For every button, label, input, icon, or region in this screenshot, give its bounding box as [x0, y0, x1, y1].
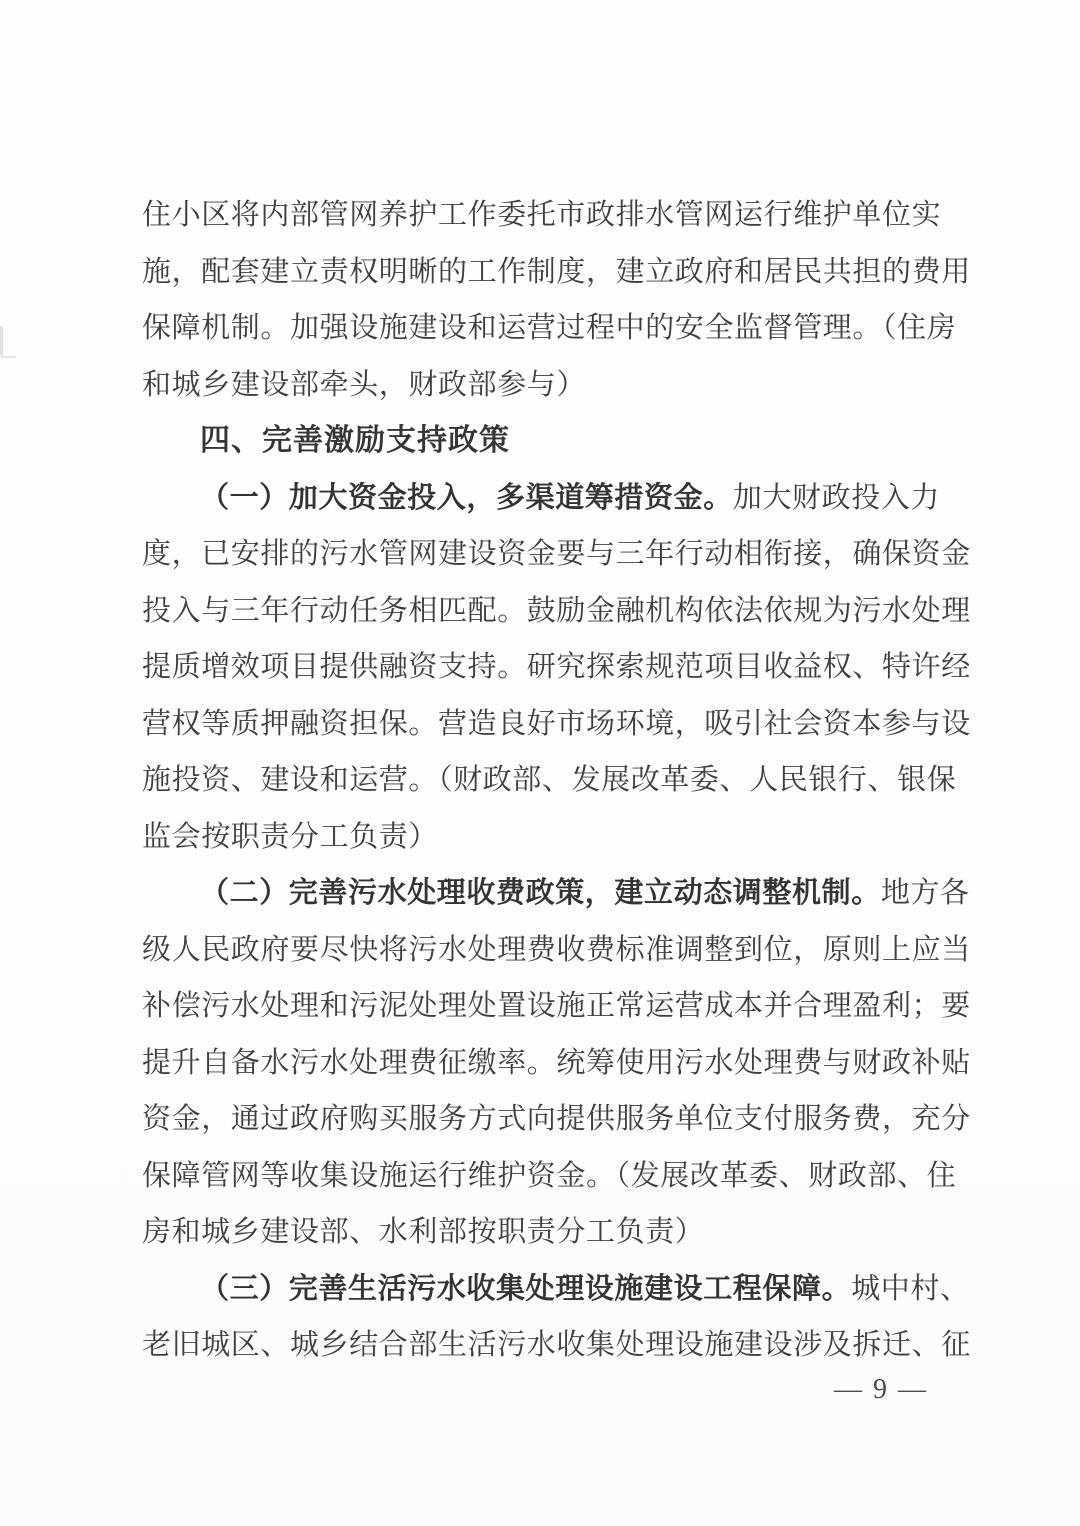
item2-lead-line: [142, 865, 970, 922]
item2-lead-rest: 地方各: [880, 877, 970, 909]
body-line: 营权等质押融资担保。营造良好市场环境，吸引社会资本参与设: [142, 707, 971, 740]
body-line: 施投资、建设和运营。（财政部、发展改革委、人民银行、银保: [142, 764, 957, 796]
body-line: 资金，通过政府购买服务方式向提供服务单位支付服务费，充分: [142, 1103, 971, 1135]
page-number: — 9 —: [834, 1374, 928, 1405]
body-line: 和城乡建设部牵头，财政部参与）: [142, 368, 587, 401]
item3-lead-line: [142, 1261, 970, 1318]
body-line: 房和城乡建设部、水利部按职责分工负责）: [142, 1216, 705, 1248]
body-line: 补偿污水处理和污泥处理处置设施正常运营成本并合理盈利；要: [142, 990, 971, 1022]
item1-lead-line: [142, 470, 952, 527]
item1-lead-text: （一）加大资金投入，多渠道筹措资金。: [200, 481, 733, 514]
body-line: 保障机制。加强设施建设和运营过程中的安全监督管理。（住房: [142, 312, 957, 344]
body-line: 保障管网等收集设施运行维护资金。（发展改革委、财政部、住: [142, 1159, 957, 1192]
body-line: 老旧城区、城乡结合部生活污水收集处理设施建设涉及拆迁、征: [142, 1329, 971, 1361]
document-body: [142, 187, 971, 1374]
section-heading: 四、完善激励支持政策: [200, 424, 510, 457]
scan-artifact-mark: [0, 326, 16, 358]
item1-lead-rest: 加大财政投入力: [732, 481, 941, 514]
body-line: 监会按职责分工负责）: [142, 820, 439, 853]
body-line: 级人民政府要尽快将污水处理费收费标准调整到位，原则上应当: [142, 933, 971, 966]
body-line: 度，已安排的污水管网建设资金要与三年行动相衔接，确保资金: [142, 538, 971, 570]
item2-lead-text: （二）完善污水处理收费政策，建立动态调整机制。: [200, 877, 881, 909]
body-line: 住小区将内部管网养护工作委托市政排水管网运行维护单位实: [142, 199, 942, 231]
body-line: 投入与三年行动任务相匹配。鼓励金融机构依法依规为污水处理: [142, 594, 971, 627]
body-line: 提升自备水污水处理费征缴率。统筹使用污水处理费与财政补贴: [142, 1046, 971, 1079]
item3-lead-text: （三）完善生活污水收集处理设施建设工程保障。: [200, 1272, 852, 1305]
item3-lead-rest: 城中村、: [851, 1272, 970, 1305]
body-line: 提质增效项目提供融资支持。研究探索规范项目收益权、特许经: [142, 651, 971, 683]
body-line: 施，配套建立责权明晰的工作制度，建立政府和居民共担的费用: [142, 255, 971, 288]
